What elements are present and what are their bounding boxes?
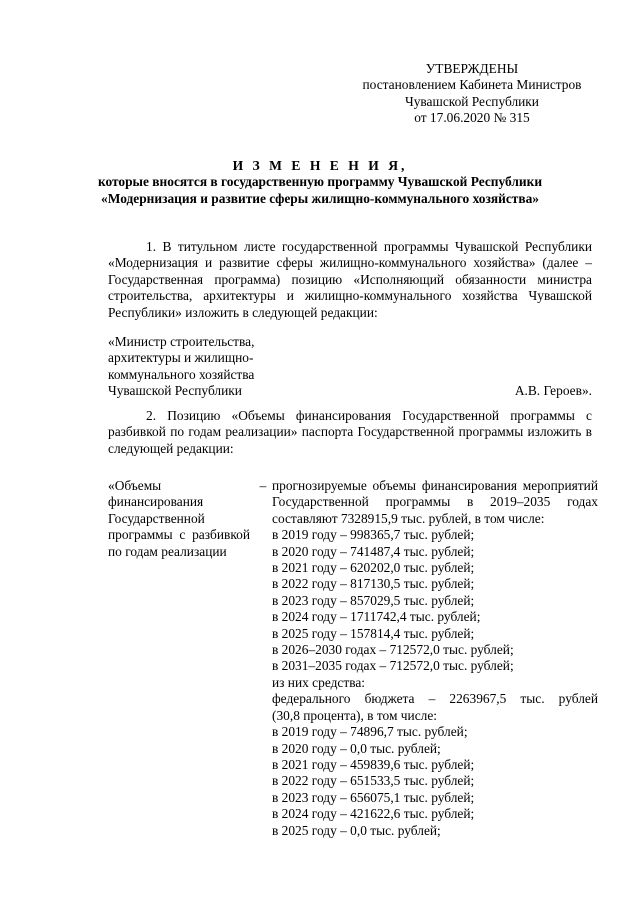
year-total: в 2022 году – 817130,5 тыс. рублей; (272, 576, 475, 592)
finance-details (272, 478, 598, 839)
minister-block (108, 334, 592, 400)
finance-intro: прогнозируемые объемы финансирования мероприятий Государственной программы в 2019–2035 годах составляют 7328915,9 тыс. рублей, в том числе: (272, 478, 598, 526)
year-federal: в 2020 году – 0,0 тыс. рублей; (272, 740, 441, 756)
approval-line-2: Чувашской Республики (405, 93, 539, 109)
year-federal: в 2024 году – 421622,6 тыс. рублей; (272, 806, 475, 822)
year-federal: в 2025 году – 0,0 тыс. рублей; (272, 822, 441, 838)
document-title (40, 158, 600, 207)
year-total: в 2025 году – 157814,4 тыс. рублей; (272, 625, 475, 641)
item-1-text: 1. В титульном листе государственной программы Чувашской Республики «Модернизация и развитие сферы жилищно-коммунального хозяйства» (далее – Государственная программа) позицию «Исполняющий обязанности министра строительства, архитектуры и жилищно-коммунального хозяйства Чувашской Республики» изложить в следующей редакции: (108, 239, 592, 320)
minister-line: архитектуры и жилищно- (108, 350, 254, 366)
minister-line: коммунального хозяйства (108, 366, 255, 382)
approval-line-3: от 17.06.2020 № 315 (414, 110, 530, 126)
title-sub-2: «Модернизация и развитие сферы жилищно-коммунального хозяйства» (101, 190, 539, 206)
year-total: в 2019 году – 998365,7 тыс. рублей; (272, 527, 475, 543)
item-2-paragraph (108, 408, 592, 457)
minister-signature: А.В. Героев». (514, 383, 592, 399)
year-federal: в 2023 году – 656075,1 тыс. рублей; (272, 789, 475, 805)
year-total: в 2031–2035 годах – 712572,0 тыс. рублей; (272, 658, 514, 674)
federal-budget-line-2: (30,8 процента), в том числе: (272, 707, 437, 723)
year-total: в 2023 году – 857029,5 тыс. рублей; (272, 592, 475, 608)
minister-line: Чувашской Республики (108, 383, 242, 399)
of-them-label: из них средства: (272, 674, 366, 690)
approval-heading: УТВЕРЖДЕНЫ (425, 61, 519, 76)
year-total: в 2020 году – 741487,4 тыс. рублей; (272, 543, 475, 559)
year-total: в 2021 году – 620202,0 тыс. рублей; (272, 560, 475, 576)
approval-line-1: постановлением Кабинета Министров (362, 77, 582, 93)
year-federal: в 2021 году – 459839,6 тыс. рублей; (272, 756, 475, 772)
finance-label: «Объемы финансирования Государственной программы с разбивкой по годам реализации (108, 478, 250, 559)
item-2-text: 2. Позицию «Объемы финансирования Государственной программы с разбивкой по годам реализации» паспорта Государственной программы изложить в следующей редакции: (108, 408, 592, 456)
item-1-paragraph (108, 239, 592, 321)
year-total: в 2024 году – 1711742,4 тыс. рублей; (272, 609, 481, 625)
federal-budget-line-1: федерального бюджета – 2263967,5 тыс. рублей (272, 691, 598, 707)
minister-line: «Министр строительства, (108, 334, 255, 349)
finance-dash: – (259, 478, 267, 493)
title-sub-1: которые вносятся в государственную программу Чувашской Республики (97, 174, 543, 190)
year-federal: в 2019 году – 74896,7 тыс. рублей; (272, 724, 468, 740)
approval-stamp (352, 61, 592, 127)
year-total: в 2026–2030 годах – 712572,0 тыс. рублей; (272, 642, 514, 658)
title-main: И З М Е Н Е Н И Я, (232, 158, 408, 173)
year-federal: в 2022 году – 651533,5 тыс. рублей; (272, 773, 475, 789)
